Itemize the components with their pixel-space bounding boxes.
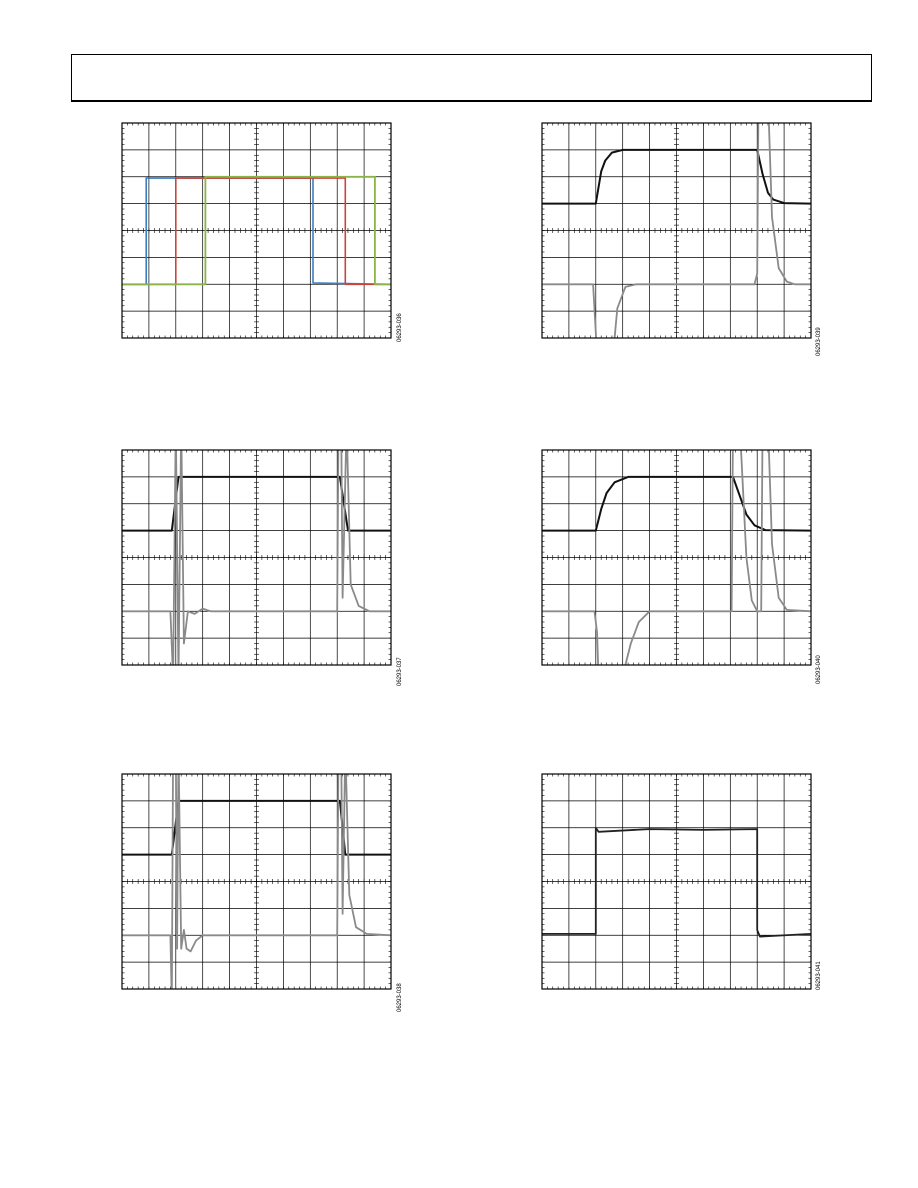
grid bbox=[542, 774, 811, 989]
figure-id-1: 06293-036 bbox=[397, 313, 403, 342]
scope-svg bbox=[542, 450, 811, 665]
figure-id-4: 06293-040 bbox=[816, 655, 822, 684]
figure-id-5: 06293-038 bbox=[397, 983, 403, 1012]
scope-svg bbox=[122, 774, 391, 989]
scope-svg bbox=[542, 774, 811, 989]
scope-plot-2 bbox=[542, 123, 811, 338]
scope-plot-1 bbox=[122, 123, 391, 338]
scope-plot-6 bbox=[542, 774, 811, 989]
figure-id-6: 06293-041 bbox=[816, 961, 822, 990]
figure-id-3: 06293-037 bbox=[397, 657, 403, 686]
scope-svg bbox=[122, 450, 391, 665]
scope-svg bbox=[122, 123, 391, 338]
scope-plot-5 bbox=[122, 774, 391, 989]
scope-svg bbox=[542, 123, 811, 338]
scope-plot-4 bbox=[542, 450, 811, 665]
grid bbox=[122, 123, 391, 338]
page-header-box bbox=[71, 54, 872, 102]
figure-id-2: 06293-039 bbox=[816, 327, 822, 356]
scope-plot-3 bbox=[122, 450, 391, 665]
grid bbox=[122, 774, 391, 989]
